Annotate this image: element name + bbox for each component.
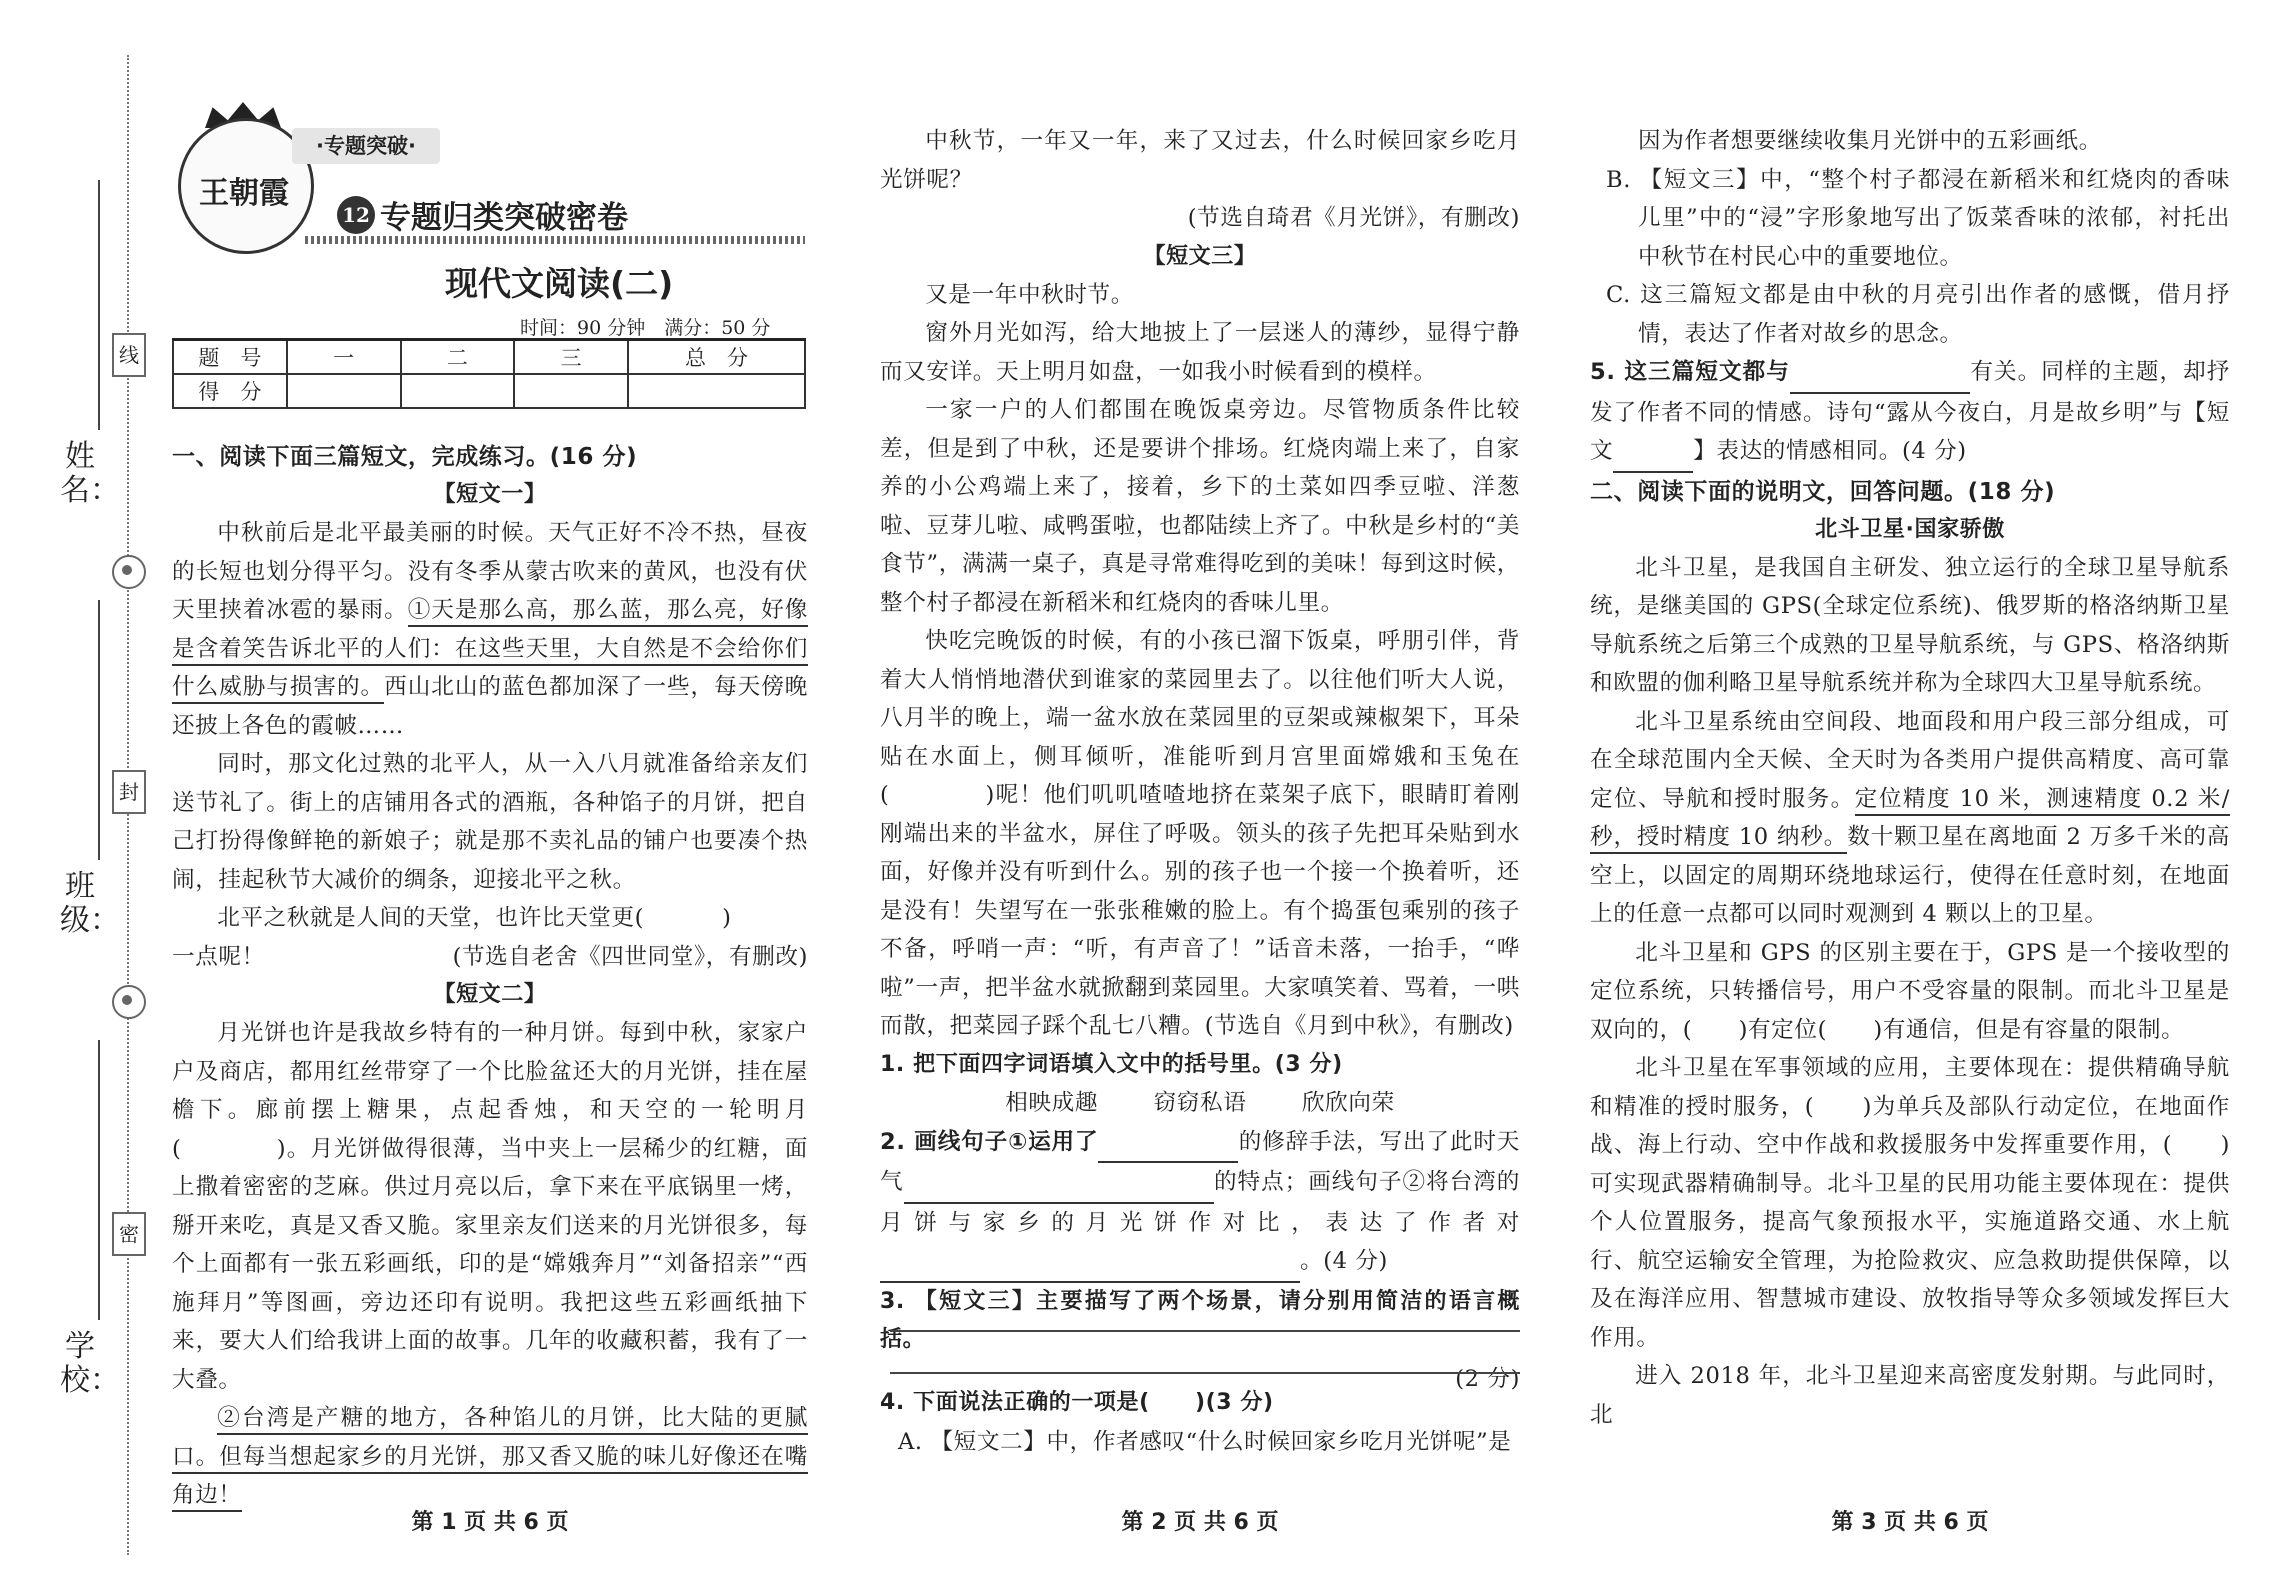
section-2-title: 二、阅读下面的说明文，回答问题。(18 分) (1590, 478, 2056, 505)
topic-tag: ·专题突破· (292, 128, 440, 164)
paragraph: 进入 2018 年，北斗卫星迎来高密度发射期。与此同时，北 (1590, 1363, 2230, 1428)
answer-blank[interactable] (1790, 353, 1970, 394)
piece-2-title: 【短文二】 (433, 982, 547, 1007)
paragraph: 又是一年中秋时节。 (925, 281, 1134, 308)
text: 2. 画线句子①运用了 (880, 1128, 1099, 1155)
text: 的修辞手法，写出了此时天气 (880, 1128, 1520, 1195)
paragraph (172, 938, 808, 977)
table-cell: 一 (287, 340, 401, 375)
section-1-title: 一、阅读下面三篇短文，完成练习。(16 分) (172, 444, 638, 470)
table-cell: 得 分 (173, 374, 287, 408)
text: 。(4 分) (1300, 1248, 1388, 1274)
word-option: 相映成趣 (1005, 1090, 1099, 1116)
option-b: B. 【短文三】中，“整个村子都浸在新稻米和红烧肉的香味儿里”中的“浸”字形象地写出了饭菜香味的浓郁，衬托出中秋节在村民心中的重要地位。 (1606, 166, 2230, 270)
paragraph: 北斗卫星，是我国自主研发、独立运行的全球卫星导航系统，是继美国的 GPS(全球定位系统)、俄罗斯的格洛纳斯卫星导航系统之后第三个成熟的卫星导航系统，与 GPS、格洛纳斯和欧盟的伽利略卫星导航系统并称为全球四大卫星导航系统。 (1590, 554, 2230, 696)
word-option: 窃窃私语 (1153, 1090, 1247, 1116)
question-5 (1590, 353, 2230, 473)
seal-circle-icon (112, 555, 146, 589)
text: 北斗卫星系统由空间段、地面段和用户段三部分组成，可在全球范围内全天候、全天时为各类用户提供高精度、高可靠定位、导航和授时服务。 (1590, 708, 2230, 812)
binding-margin (0, 0, 160, 1582)
paragraph (172, 1399, 808, 1515)
text: 北平之秋就是人间的天堂，也许比天堂更( (217, 905, 645, 931)
class-field[interactable] (98, 600, 100, 860)
page-3-column (1590, 0, 2230, 1582)
paragraph: 月光饼也许是我故乡特有的一种月饼。每到中秋，家家户户及商店，都用红丝带穿了一个比脸盆还大的月光饼，挂在屋檐下。廊前摆上糖果，点起香烛，和天空的一轮明月( )。月光饼做得很薄，当中夹上一层稀少的红糖，面上撒着密密的芝麻。供过月亮以后，拿下来在平底锅里一烤，掰开来吃，真是又香又脆。家里亲友们送来的月光饼很多，每个上面都有一张五彩画纸，印的是“嫦娥奔月”“刘备招亲”“西施拜月”等图画，旁边还印有说明。我把这些五彩画纸抽下来，要大人们给我讲上面的故事。几年的收藏积蓄，我有了一大叠。 (172, 1020, 808, 1393)
paragraph (880, 622, 1520, 1046)
underlined-sentence-1: ①天是那么高，那么蓝，那么亮，好像是含着笑告诉北平的人们：在这些天里，大自然是不会给你们什么威胁与损害的。 (172, 597, 808, 704)
logo-text: 王朝霞 (199, 176, 289, 211)
answer-blank[interactable] (904, 1163, 1214, 1204)
source-note: (节选自《月到中秋》，有删改) (1204, 1013, 1514, 1039)
piece-3-title: 【短文三】 (1143, 243, 1257, 269)
option-a-cont: 因为作者想要继续收集月光饼中的五彩画纸。 (1638, 128, 2102, 154)
table-cell: 二 (401, 340, 515, 375)
seal-mark-secret: 密 (112, 1212, 146, 1256)
name-label: 姓 名： (60, 439, 120, 508)
text: 数十颗卫星在离地面 2 万多千米的高空上，以固定的周期环绕地球运行，使得在任意时刻，在地面上的任意一点都可以同时观测到 4 颗以上的卫星。 (1590, 824, 2230, 927)
paragraph (172, 899, 808, 938)
series-title: 专题归类突破密卷 (380, 200, 628, 236)
text: 西山北山的蓝色都加深了一些，每天傍晚还披上各色的霞帔…… (172, 674, 808, 739)
question-1: 1. 把下面四字词语填入文中的括号里。(3 分) (880, 1051, 1343, 1077)
seal-mark-seal: 封 (112, 770, 146, 814)
option-a: A. 【短文二】中，作者感叹“什么时候回家乡吃月光饼呢”是 (898, 1428, 1512, 1455)
name-field[interactable] (98, 180, 100, 430)
answer-line[interactable] (890, 1372, 1520, 1374)
paragraph: 北斗卫星和 GPS 的区别主要在于，GPS 是一个接收型的定位系统，只转播信号，用户不受容量的限制。而北斗卫星是双向的，( )有定位( )有通信，但是有容量的限制。 (1590, 939, 2230, 1043)
paragraph: 同时，那文化过熟的北平人，从一入八月就准备给亲友们送节礼了。街上的店铺用各式的酒瓶，各种馅子的月饼，把自己打扮得像鲜艳的新娘子；就是那不卖礼品的铺户也要凑个热闹，挂起秋节大减价的绸条，迎接北平之秋。 (172, 751, 808, 893)
seal-mark-line: 线 (112, 333, 146, 377)
text: ) (722, 905, 732, 931)
seal-circle-icon (112, 985, 146, 1019)
page-footer: 第 3 页 共 6 页 (1831, 1510, 1989, 1535)
school-field[interactable] (98, 1040, 100, 1320)
question-4: 4. 下面说法正确的一项是( )(3 分) (880, 1390, 1274, 1415)
underlined-sentence: 定位精度 10 米，测速精度 0.2 米/秒，授时精度 10 纳秒。 (1590, 786, 2230, 855)
text: 中秋前后是北平最美丽的时候。天气正好不冷不热，昼夜的长短也划分得平匀。没有冬季从蒙古吹来的黄风，也没有伏天里挟着冰雹的暴雨。 (172, 520, 808, 623)
text: 的特点；画线句子②将台湾的月饼与家乡的月光饼作对比，表达了作者对 (880, 1169, 1520, 1236)
question-2 (880, 1123, 1520, 1283)
word-bank (880, 1084, 1520, 1123)
piece-1-title: 【短文一】 (433, 482, 547, 507)
underlined-sentence-2: ②台湾是产糖的地方，各种馅儿的月饼，比大陆的更腻口。但每当想起家乡的月光饼，那又香又脆的味儿好像还在嘴角边！ (172, 1405, 808, 1512)
paragraph: 北斗卫星在军事领域的应用，主要体现在：提供精确导航和精准的授时服务，( )为单兵及部队行动定位，在地面作战、海上行动、空中作战和救援服务中发挥重要作用，( )可实现武器精确制导。北斗卫星的民用功能主要体现在：提供个人位置服务，提高气象预报水平，实施道路交通、水上航行、航空运输安全管理，为抢险救灾、应急救助提供保障，以及在海洋应用、智慧城市建设、放牧指导等众多领域发挥巨大作用。 (1590, 1055, 2230, 1351)
paper-number-badge: 12 (337, 196, 375, 234)
page-footer: 第 2 页 共 6 页 (1121, 1510, 1279, 1535)
answer-blank[interactable] (880, 1242, 1300, 1283)
class-label: 班 级： (60, 869, 120, 938)
paragraph (172, 514, 808, 745)
page-footer: 第 1 页 共 6 页 (411, 1510, 569, 1535)
page-2-column (880, 0, 1520, 1582)
answer-blank[interactable] (1613, 432, 1693, 473)
table-cell: 总 分 (628, 340, 805, 375)
text: 5. 这三篇短文都与 (1590, 359, 1790, 385)
question-3: 3. 【短文三】主要描写了两个场景，请分别用简洁的语言概括。 (880, 1288, 1520, 1352)
table-cell: 三 (514, 340, 628, 375)
text: 有关。同样的主题，却抒发了作者不同的情感。诗句“露从今夜白，月是故乡明”与【短文 (1590, 359, 2230, 464)
page-1-column (170, 0, 810, 1582)
text: 】表达的情感相同。(4 分) (1693, 438, 1967, 464)
table-cell: 题 号 (173, 340, 287, 375)
score-note: (2 分) (1455, 1365, 1520, 1392)
text: 一点呢！ (172, 943, 265, 970)
paragraph (1590, 703, 2230, 934)
time-info: 时间：90 分钟 满分：50 分 (520, 317, 771, 339)
paragraph: 一家一户的人们都围在晚饭桌旁边。尽管物质条件比较差，但是到了中秋，还是要讲个排场。红烧肉端上来了，自家养的小公鸡端上来了，接着，乡下的土菜如四季豆啦、洋葱啦、豆芽儿啦、咸鸭蛋啦，也都陆续上齐了。中秋是乡村的“美食节”，满满一桌子，真是寻常难得吃到的美味！每到这时候，整个村子都浸在新稻米和红烧肉的香味儿里。 (880, 397, 1520, 616)
article-title: 北斗卫星·国家骄傲 (1815, 516, 2005, 542)
answer-line[interactable] (890, 1330, 1520, 1332)
paragraph: 窗外月光如泻，给大地披上了一层迷人的薄纱，显得宁静而又安详。天上明月如盘，一如我小时候看到的模样。 (880, 320, 1520, 385)
source-note: (节选自琦君《月光饼》，有删改) (1187, 205, 1520, 231)
school-label: 学 校： (60, 1329, 120, 1398)
page-title: 现代文阅读(二) (445, 264, 674, 303)
paragraph: 中秋节，一年又一年，来了又过去，什么时候回家乡吃月光饼呢？ (880, 128, 1520, 193)
word-option: 欣欣向荣 (1301, 1090, 1395, 1116)
text: 快吃完晚饭的时候，有的小孩已溜下饭桌，呼朋引伴，背着大人悄悄地潜伏到谁家的菜园里去了。以往他们听大人说，八月半的晚上，端一盆水放在菜园里的豆架或辣椒架下，耳朵贴在水面上，侧耳倾听，准能听到月宫里面嫦娥和玉兔在( )呢！他们叽叽喳喳地挤在菜架子底下，眼睛盯着刚刚端出来的半盆水，屏住了呼吸。领头的孩子先把耳朵贴到水面，好像并没有听到什么。别的孩子也一个接一个换着听，还是没有！失望写在一张张稚嫩的脸上。有个捣蛋包乘别的孩子不备，呼哨一声：“听，有声音了！”话音未落，一抬手，“哗啦”一声，把半盆水就掀翻到菜园里。大家嗔笑着、骂着，一哄而散，把菜园子踩个乱七八糟。 (880, 628, 1520, 1039)
source-note: (节选自老舍《四世同堂》，有删改) (452, 943, 808, 970)
answer-blank[interactable] (1098, 1123, 1238, 1164)
option-c: C. 这三篇短文都是由中秋的月亮引出作者的感慨，借月抒情，表达了作者对故乡的思念。 (1606, 282, 2230, 347)
